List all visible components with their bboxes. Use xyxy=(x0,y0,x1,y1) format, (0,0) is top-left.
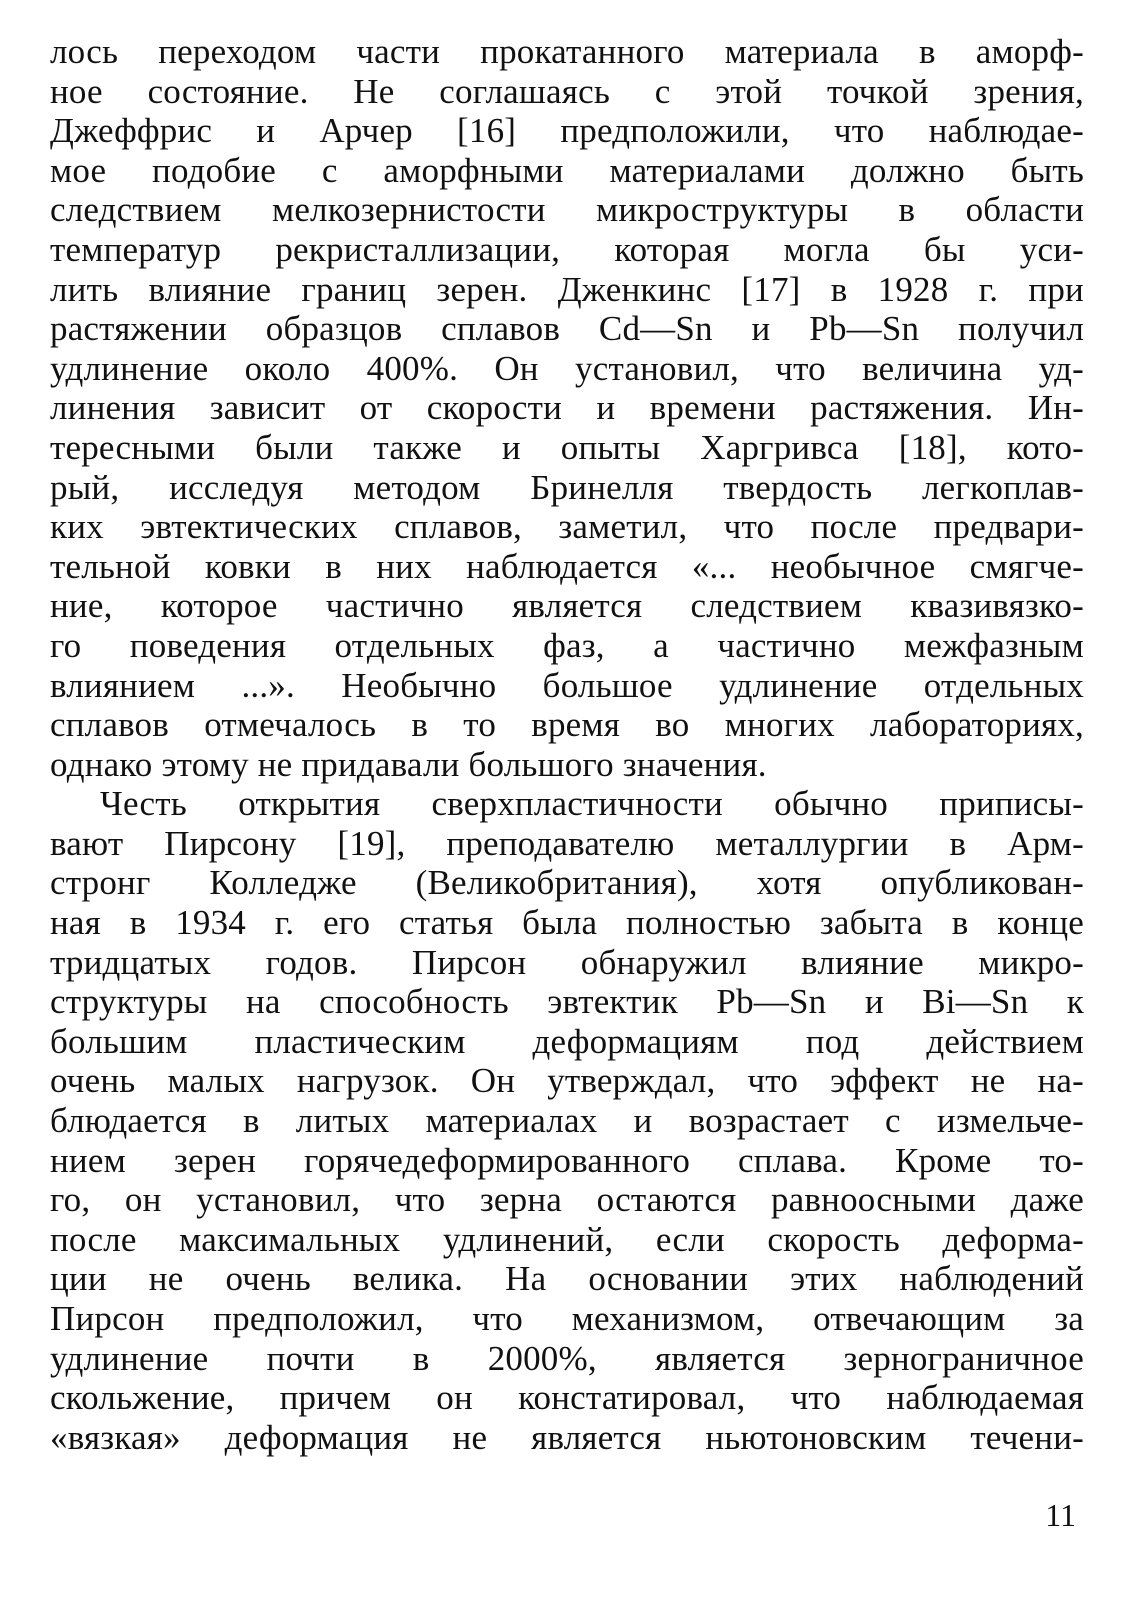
text-line: ции не очень велика. На основании этих наблюдений xyxy=(50,1259,1084,1299)
text-line: после максимальных удлинений, если скорость деформа- xyxy=(50,1219,1084,1259)
text-line: следствием мелкозернистости микроструктуры в области xyxy=(50,190,1084,230)
text-line: структуры на способность эвтектик Pb—Sn и Bi—Sn к xyxy=(50,982,1084,1022)
text-line: растяжении образцов сплавов Cd—Sn и Pb—Sn получил xyxy=(50,309,1084,349)
text-line: ние, которое частично является следствием квазивязко- xyxy=(50,586,1084,626)
text-line: влиянием ...». Необычно большое удлинение отдельных xyxy=(50,665,1084,705)
text-line: ких эвтектических сплавов, заметил, что после предвари- xyxy=(50,507,1084,547)
paragraph-2 xyxy=(50,784,1084,1457)
text-line: тридцатых годов. Пирсон обнаружил влияние микро- xyxy=(50,942,1084,982)
text-line: Честь открытия сверхпластичности обычно приписы- xyxy=(100,784,1084,824)
text-line: стронг Колледже (Великобритания), хотя опубликован- xyxy=(50,863,1084,903)
page-number: 11 xyxy=(1045,1497,1076,1533)
paragraph-1 xyxy=(50,32,1084,784)
text-line: мое подобие с аморфными материалами должно быть xyxy=(50,150,1084,190)
text-line: линения зависит от скорости и времени растяжения. Ин- xyxy=(50,388,1084,428)
text-line: Джеффрис и Арчер [16] предположили, что наблюдае- xyxy=(50,111,1084,151)
text-line: сплавов отмечалось в то время во многих лабораториях, xyxy=(50,705,1084,745)
text-line: температур рекристаллизации, которая могла бы уси- xyxy=(50,229,1084,269)
text-line: го поведения отдельных фаз, а частично межфазным xyxy=(50,625,1084,665)
body-text xyxy=(50,32,1084,1457)
text-line: удлинение почти в 2000%, является зернограничное xyxy=(50,1338,1084,1378)
text-line: ное состояние. Не соглашаясь с этой точкой зрения, xyxy=(50,71,1084,111)
text-line: нием зерен горячедеформированного сплава. Кроме то- xyxy=(50,1140,1084,1180)
text-line: вают Пирсону [19], преподавателю металлургии в Арм- xyxy=(50,823,1084,863)
text-line: большим пластическим деформациям под действием xyxy=(50,1021,1084,1061)
text-line: однако этому не придавали большого значения. xyxy=(50,744,767,784)
text-line: скольжение, причем он констатировал, что наблюдаемая xyxy=(50,1378,1084,1418)
text-line: удлинение около 400%. Он установил, что величина уд- xyxy=(50,348,1084,388)
text-line: очень малых нагрузок. Он утверждал, что эффект не на- xyxy=(50,1061,1084,1101)
text-line: го, он установил, что зерна остаются равноосными даже xyxy=(50,1180,1084,1220)
text-line: «вязкая» деформация не является ньютоновским течени- xyxy=(50,1417,1084,1457)
text-line: ная в 1934 г. его статья была полностью забыта в конце xyxy=(50,903,1084,943)
text-line: тельной ковки в них наблюдается «... необычное смягче- xyxy=(50,546,1084,586)
text-line: лось переходом части прокатанного материала в аморф- xyxy=(50,32,1084,71)
text-line: Пирсон предположил, что механизмом, отвечающим за xyxy=(50,1299,1084,1338)
text-line: блюдается в литых материалах и возрастает с измельче- xyxy=(50,1101,1084,1141)
text-line: рый, исследуя методом Бринелля твердость легкоплав- xyxy=(50,467,1084,507)
text-line: лить влияние границ зерен. Дженкинс [17] в 1928 г. при xyxy=(50,269,1084,309)
text-line: тересными были также и опыты Харгривса [18], кото- xyxy=(50,427,1084,467)
